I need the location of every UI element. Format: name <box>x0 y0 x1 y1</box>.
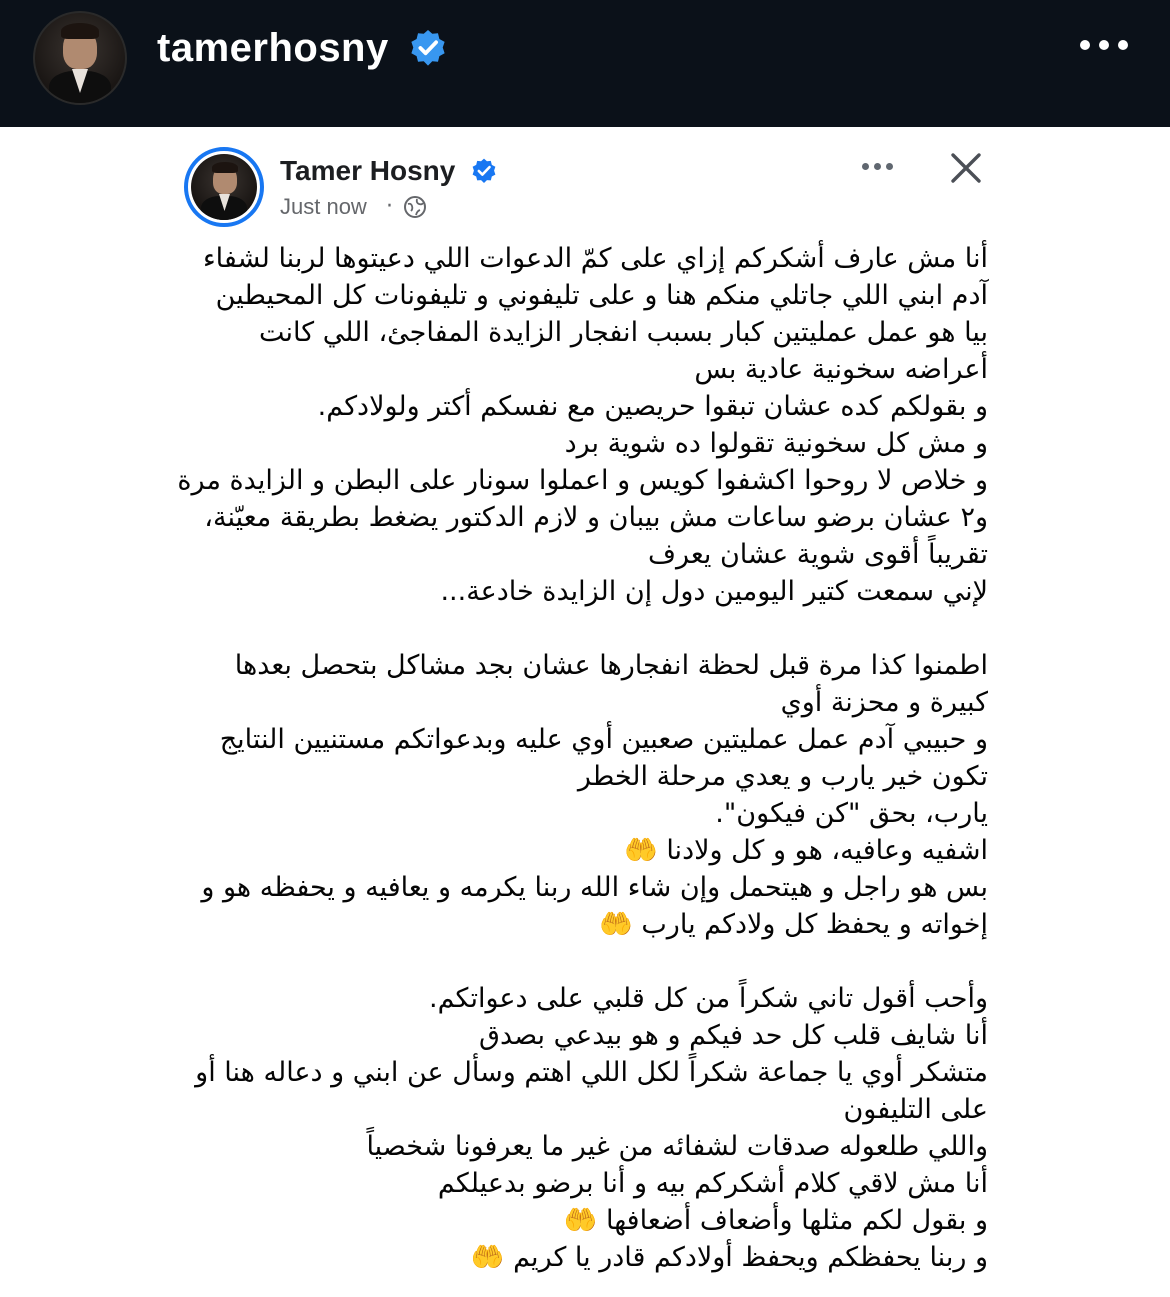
post-text-line: و بقولكم كده عشان تبقوا حريصين مع نفسكم أكتر ولولادكم. <box>317 391 988 422</box>
verified-badge-icon <box>471 158 497 184</box>
post-text-line: و حبيبي آدم عمل عمليتين صعبين أوي عليه وبدعواتكم مستنيين النتايج <box>219 724 988 755</box>
avatar-hair <box>212 162 238 173</box>
post-author-avatar[interactable] <box>184 147 264 227</box>
post-text-line: يارب، بحق "كن فيكون". <box>715 798 988 829</box>
post-more-options-icon[interactable] <box>858 152 898 182</box>
post-text-line: أنا شايف قلب كل حد فيكم و هو بيدعي بصدق <box>479 1020 988 1051</box>
post-text-line: أنا مش عارف أشكركم إزاي على كمّ الدعوات اللي دعيتوها لربنا لشفاء <box>202 243 988 274</box>
profile-avatar[interactable] <box>33 11 127 105</box>
post-text-line: اشفيه وعافيه، هو و كل ولادنا 🤲 <box>624 835 988 866</box>
post-text-line: أعراضه سخونية عادية بس <box>694 354 988 385</box>
globe-icon <box>403 195 427 219</box>
post-text-line: وأحب أقول تاني شكراً من كل قلبي على دعواتكم. <box>429 983 988 1014</box>
post-text-line: لإني سمعت كتير اليومين دول إن الزايدة خادعة... <box>440 576 988 607</box>
verified-badge-icon <box>409 29 447 67</box>
post-text-line: كبيرة و محزنة أوي <box>780 687 988 718</box>
avatar-hair <box>61 23 99 39</box>
post-text-line: تقريباً أقوى شوية عشان يعرف <box>647 539 988 570</box>
post-text-line: أنا مش لاقي كلام أشكركم بيه و أنا برضو بدعيلكم <box>437 1168 988 1199</box>
paragraph-gap <box>180 943 988 980</box>
post-text-line: و ربنا يحفظكم ويحفظ أولادكم قادر يا كريم 🤲 <box>470 1242 988 1273</box>
post-text-line: اطمنوا كذا مرة قبل لحظة انفجارها عشان بجد مشاكل بتحصل بعدها <box>234 650 988 681</box>
post-text-line: تكون خير يارب و يعدي مرحلة الخطر <box>577 761 988 792</box>
username[interactable]: tamerhosny <box>157 26 389 70</box>
post-body-text <box>177 240 988 1276</box>
post-text-line: آدم ابني اللي جاتلي منكم هنا و على تليفوني و تليفونات كل المحيطين <box>215 280 988 311</box>
meta-separator: · <box>386 194 393 219</box>
post-text-line: و٢ عشان برضو ساعات مش بيبان و لازم الدكتور يضغط بطريقة معيّنة، <box>204 502 988 533</box>
post-text-line: و مش كل سخونية تقولوا ده شوية برد <box>564 428 988 459</box>
more-options-icon[interactable] <box>1076 32 1132 60</box>
post-text-line: واللي طلعوله صدقات لشفائه من غير ما يعرفونا شخصياً <box>366 1131 988 1162</box>
instagram-header <box>0 0 1170 127</box>
post-text-line: بس هو راجل و هيتحمل وإن شاء الله ربنا يكرمه و يعافيه و يحفظه هو و <box>201 872 988 903</box>
post-text-line: بيا هو عمل عمليتين كبار بسبب انفجار الزايدة المفاجئ، اللي كانت <box>259 317 988 348</box>
post-author-name[interactable]: Tamer Hosny <box>280 155 456 186</box>
post-text-line: و خلاص لا روحوا اكشفوا كويس و اعملوا سونار على البطن و الزايدة مرة <box>177 465 988 496</box>
close-icon[interactable] <box>946 148 986 188</box>
post-text-line: إخواته و يحفظ كل ولادكم يارب 🤲 <box>599 909 988 940</box>
post-text-line: على التليفون <box>843 1094 988 1125</box>
post-text-line: و بقول لكم مثلها وأضعاف أضعافها 🤲 <box>563 1205 988 1236</box>
paragraph-gap <box>180 610 988 647</box>
post-timestamp[interactable]: Just now <box>280 194 367 219</box>
post-text-line: متشكر أوي يا جماعة شكراً لكل اللي اهتم وسأل عن ابني و دعاله هنا أو <box>195 1057 988 1088</box>
